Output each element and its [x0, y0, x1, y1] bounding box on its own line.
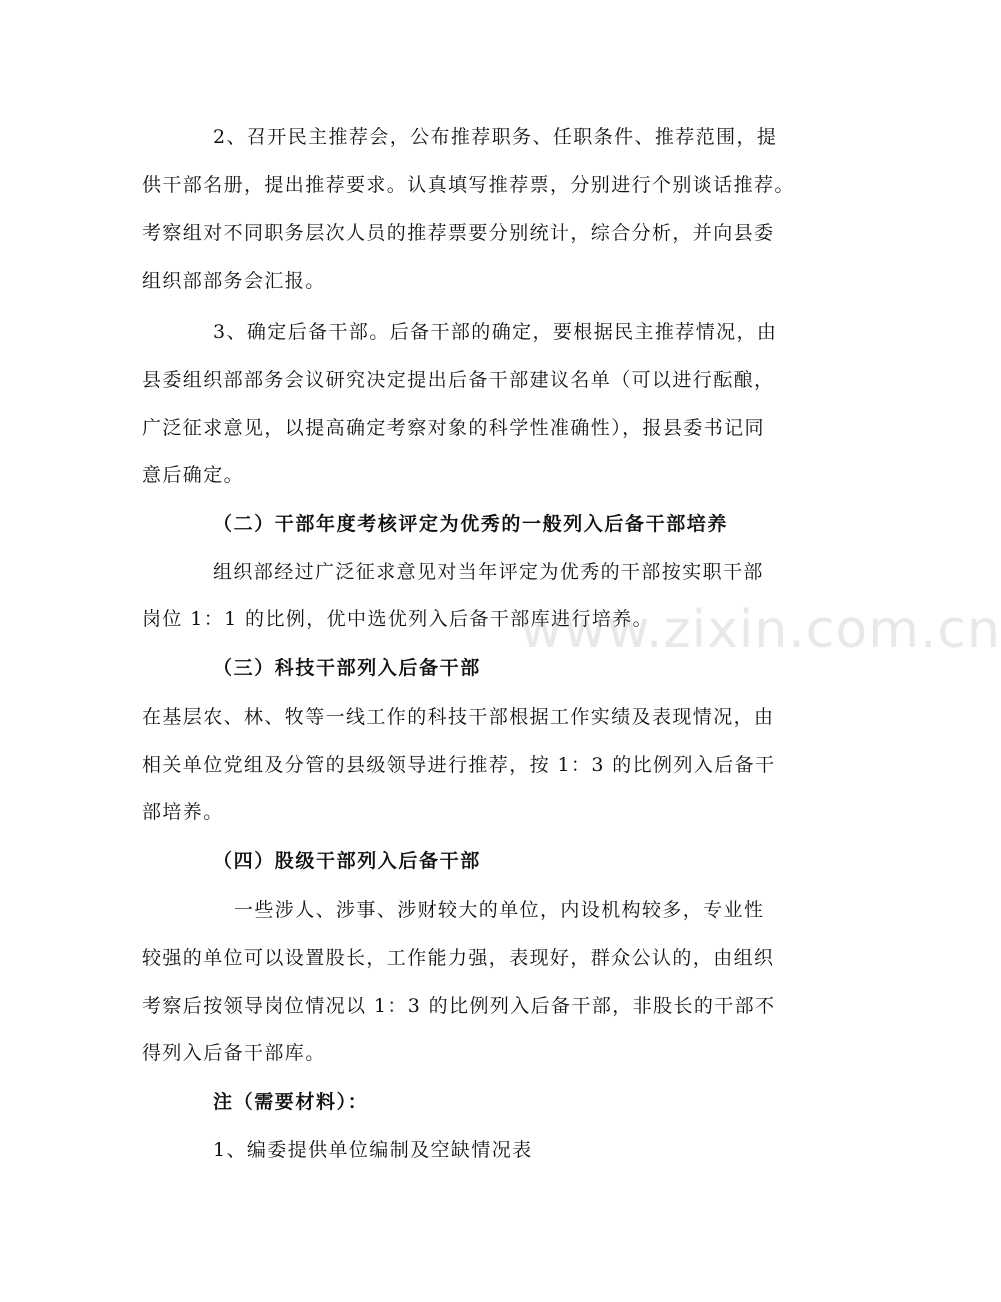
paragraph-line: 2、召开民主推荐会，公布推荐职务、任职条件、推荐范围，提 — [213, 126, 778, 148]
section-heading: （四）股级干部列入后备干部 — [213, 850, 481, 872]
paragraph-line: 县委组织部部务会议研究决定提出后备干部建议名单（可以进行酝酿， — [142, 369, 775, 391]
paragraph-line: 广泛征求意见，以提高确定考察对象的科学性准确性），报县委书记同 — [142, 417, 765, 439]
watermark: www.zixin.com.cn — [520, 600, 1001, 660]
paragraph-line: 组织部部务会汇报。 — [142, 270, 326, 292]
section-heading: （二）干部年度考核评定为优秀的一般列入后备干部培养 — [213, 513, 729, 535]
paragraph-line: 一些涉人、涉事、涉财较大的单位，内设机构较多，专业性 — [234, 899, 765, 921]
section-heading: （三）科技干部列入后备干部 — [213, 657, 481, 679]
paragraph-line: 考察后按领导岗位情况以 1：3 的比例列入后备干部，非股长的干部不 — [142, 995, 776, 1017]
paragraph-line: 组织部经过广泛征求意见对当年评定为优秀的干部按实职干部 — [213, 561, 764, 583]
paragraph-line: 3、确定后备干部。后备干部的确定，要根据民主推荐情况，由 — [213, 321, 778, 343]
paragraph-line: 岗位 1：1 的比例，优中选优列入后备干部库进行培养。 — [142, 608, 654, 630]
note-heading: 注（需要材料）： — [213, 1091, 369, 1113]
paragraph-line: 1、编委提供单位编制及空缺情况表 — [213, 1139, 533, 1161]
paragraph-line: 部培养。 — [142, 801, 224, 823]
paragraph-line: 相关单位党组及分管的县级领导进行推荐，按 1：3 的比例列入后备干 — [142, 754, 776, 776]
paragraph-line: 较强的单位可以设置股长，工作能力强，表现好，群众公认的，由组织 — [142, 947, 775, 969]
paragraph-line: 意后确定。 — [142, 464, 245, 486]
paragraph-line: 考察组对不同职务层次人员的推荐票要分别统计，综合分析，并向县委 — [142, 222, 775, 244]
paragraph-line: 在基层农、林、牧等一线工作的科技干部根据工作实绩及表现情况，由 — [142, 706, 775, 728]
paragraph-line: 得列入后备干部库。 — [142, 1042, 326, 1064]
paragraph-line: 供干部名册，提出推荐要求。认真填写推荐票，分别进行个别谈话推荐。 — [142, 174, 795, 196]
